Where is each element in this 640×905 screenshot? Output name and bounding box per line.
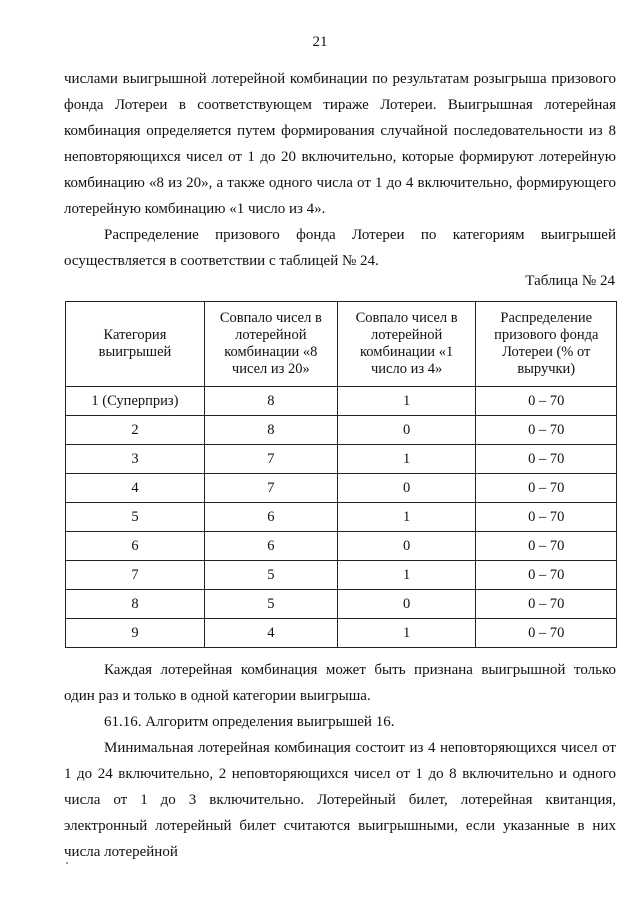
table-row (66, 474, 617, 503)
table-label: Таблица № 24 (525, 273, 615, 289)
bottom-paragraphs-block (64, 657, 616, 865)
intro-paragraph-block (64, 66, 616, 222)
winning-once-paragraph: Каждая лотерейная комбинация может быть признана выигрышной только один раз и только в одной категории выигрыша. (64, 662, 616, 704)
cell-matched-8-of-20: 8 (204, 416, 337, 445)
cell-matched-1-of-4: 0 (337, 416, 476, 445)
table-row (66, 503, 617, 532)
table-row (66, 561, 617, 590)
cell-matched-8-of-20: 5 (204, 561, 337, 590)
header-prize-distribution: Распределение призового фонда Лотереи (% от выручки) (476, 302, 617, 387)
table-row (66, 387, 617, 416)
section-heading-61-16: 61.16. Алгоритм определения выигрышей 16. (104, 714, 395, 730)
cell-matched-1-of-4: 1 (337, 387, 476, 416)
cell-matched-8-of-20: 8 (204, 387, 337, 416)
cell-matched-1-of-4: 0 (337, 590, 476, 619)
cell-category: 5 (66, 503, 205, 532)
cell-prize-percent: 0 – 70 (476, 445, 617, 474)
cell-prize-percent: 0 – 70 (476, 590, 617, 619)
cell-matched-8-of-20: 7 (204, 445, 337, 474)
cell-category: 6 (66, 532, 205, 561)
table-row (66, 532, 617, 561)
cell-matched-1-of-4: 1 (337, 503, 476, 532)
cell-matched-8-of-20: 6 (204, 532, 337, 561)
intro-paragraph: числами выигрышной лотерейной комбинации по результатам розыгрыша призового фонда Лотереи в соответствующем тираже Лотереи. Выигрышная лотерейная комбинация определяется путем формирования случайной последовательности из 8 неповторяющихся чисел от 1 до 20 включительно, которые формируют лотерейную комбинацию «8 из 20», а также одного числа от 1 до 4 включительно, формирующего лотерейную комбинацию «1 число из 4». (64, 71, 616, 217)
cell-prize-percent: 0 – 70 (476, 474, 617, 503)
cell-matched-8-of-20: 6 (204, 503, 337, 532)
cell-category: 9 (66, 619, 205, 648)
cell-category: 2 (66, 416, 205, 445)
table-row (66, 619, 617, 648)
header-matched-8-of-20: Совпало чисел в лотерейной комбинации «8 чисел из 20» (204, 302, 337, 387)
distribution-paragraph-block (64, 222, 616, 274)
table-row (66, 445, 617, 474)
distribution-paragraph: Распределение призового фонда Лотереи по категориям выигрышей осуществляется в соответствии с таблицей № 24. (64, 227, 616, 269)
header-category: Категория выигрышей (66, 302, 205, 387)
header-matched-1-of-4: Совпало чисел в лотерейной комбинации «1 число из 4» (337, 302, 476, 387)
cell-matched-8-of-20: 5 (204, 590, 337, 619)
cell-prize-percent: 0 – 70 (476, 503, 617, 532)
table-row (66, 590, 617, 619)
cell-category: 3 (66, 445, 205, 474)
cell-category: 8 (66, 590, 205, 619)
cell-matched-1-of-4: 0 (337, 532, 476, 561)
minimal-combination-paragraph: Минимальная лотерейная комбинация состоит из 4 неповторяющихся чисел от 1 до 24 включительно, 2 неповторяющихся чисел от 1 до 8 включительно и одного числа от 1 до 3 включительно. Лотерейный билет, лотерейная квитанция, электронный лотерейный билет считаются выигрышными, если указанные в них числа лотерейной (64, 740, 616, 860)
cell-prize-percent: 0 – 70 (476, 416, 617, 445)
page-number: 21 (312, 34, 328, 50)
cell-category: 1 (Суперприз) (66, 387, 205, 416)
cell-prize-percent: 0 – 70 (476, 387, 617, 416)
cell-matched-1-of-4: 1 (337, 445, 476, 474)
cell-matched-8-of-20: 7 (204, 474, 337, 503)
cell-matched-1-of-4: 1 (337, 561, 476, 590)
prize-distribution-table (65, 301, 617, 648)
cell-category: 4 (66, 474, 205, 503)
table-row (66, 416, 617, 445)
cell-matched-8-of-20: 4 (204, 619, 337, 648)
cell-category: 7 (66, 561, 205, 590)
scan-speck (66, 862, 68, 864)
table-header-row (66, 302, 617, 387)
cell-matched-1-of-4: 1 (337, 619, 476, 648)
cell-prize-percent: 0 – 70 (476, 561, 617, 590)
cell-prize-percent: 0 – 70 (476, 532, 617, 561)
cell-matched-1-of-4: 0 (337, 474, 476, 503)
cell-prize-percent: 0 – 70 (476, 619, 617, 648)
